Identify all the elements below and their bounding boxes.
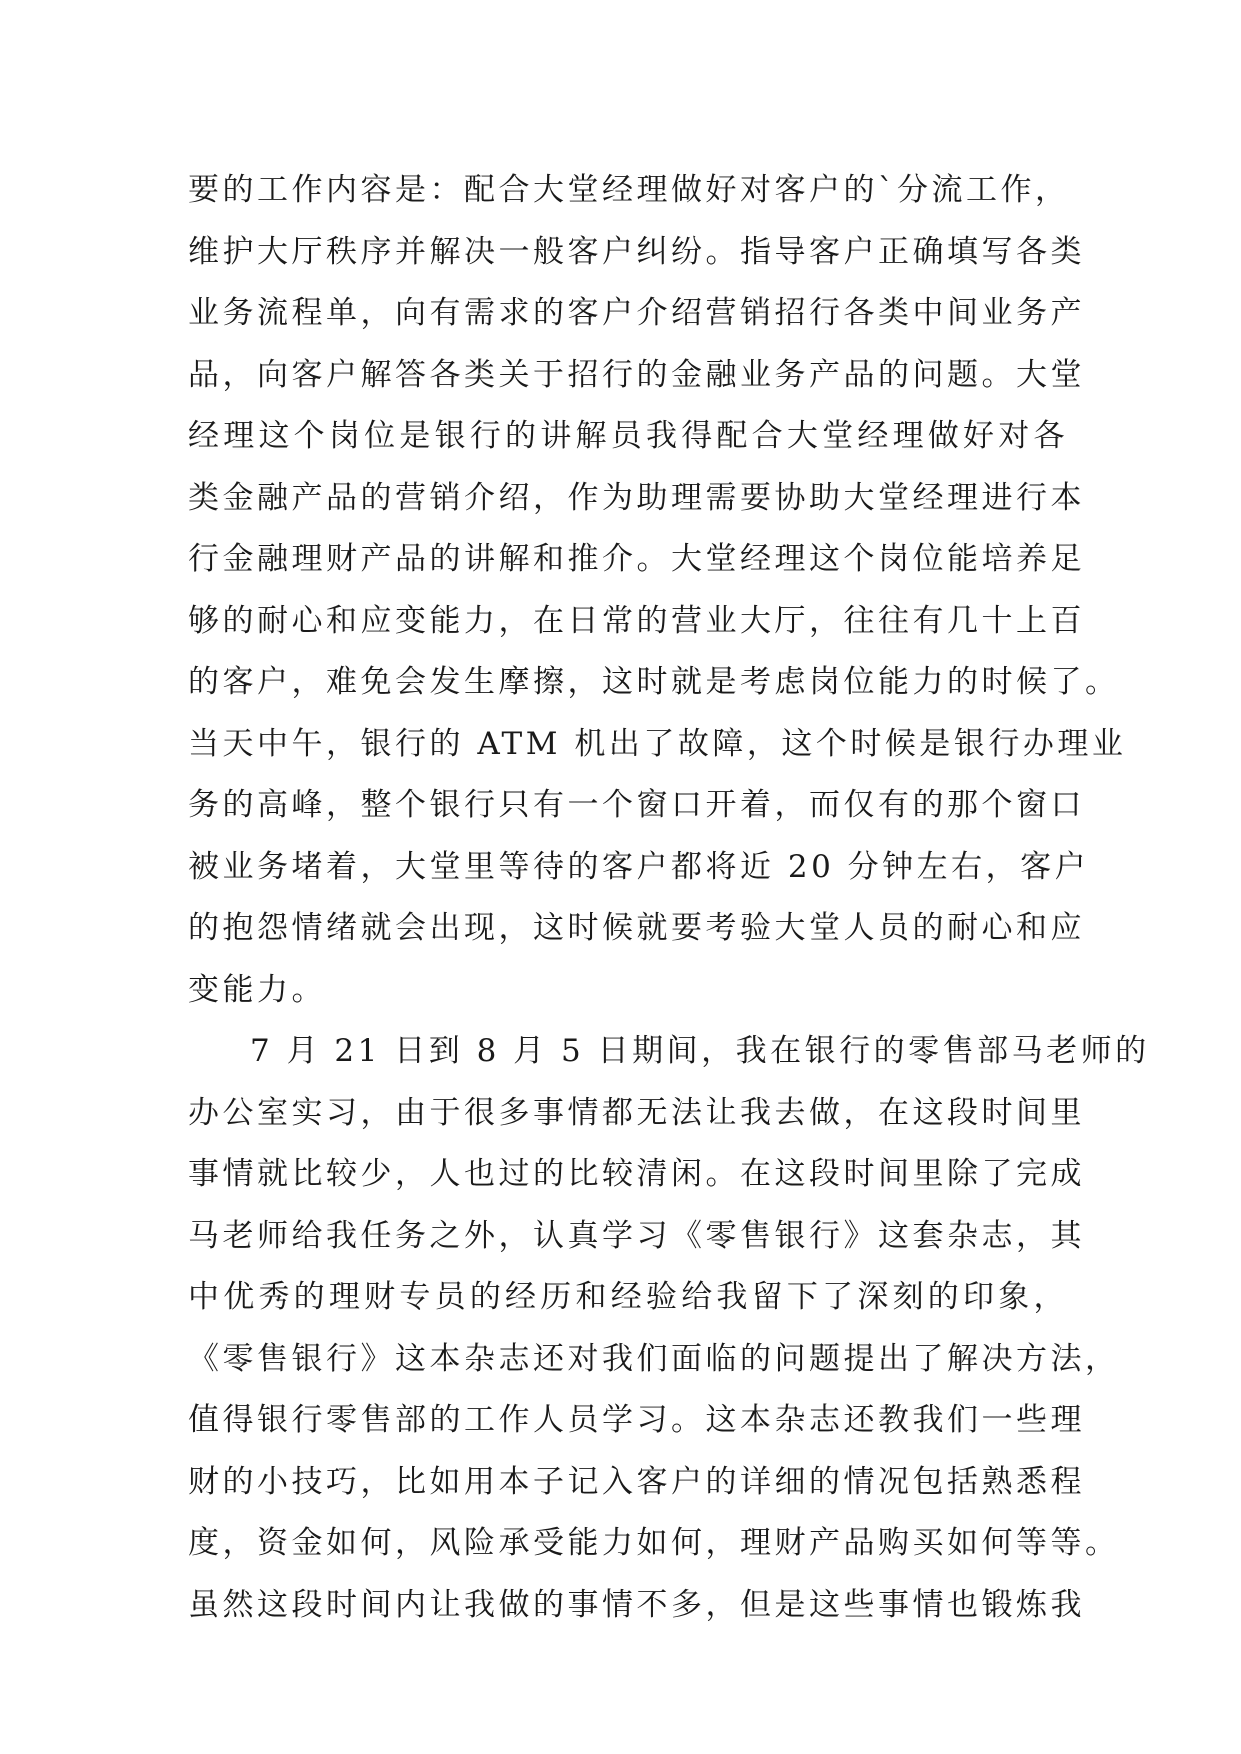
text-line: 财的小技巧，比如用本子记入客户的详细的情况包括熟悉程 (188, 1463, 1085, 1500)
text-line: 事情就比较少，人也过的比较清闲。在这段时间里除了完成 (188, 1156, 1085, 1192)
text-line: 的抱怨情绪就会出现，这时候就要考验大堂人员的耐心和应 (188, 910, 1085, 946)
text-line: 当天中午，银行的 ATM 机出了故障，这个时候是银行办理业 (188, 725, 1127, 762)
text-line: 务的高峰，整个银行只有一个窗口开着，而仅有的那个窗口 (188, 787, 1085, 823)
text-line: 行金融理财产品的讲解和推介。大堂经理这个岗位能培养足 (188, 541, 1085, 577)
text-line: 品，向客户解答各类关于招行的金融业务产品的问题。大堂 (188, 356, 1085, 393)
text-line: 的客户，难免会发生摩擦，这时就是考虑岗位能力的时候了。 (188, 664, 1120, 700)
text-line: 维护大厅秩序并解决一般客户纠纷。指导客户正确填写各类 (188, 233, 1085, 270)
text-line: 要的工作内容是：配合大堂经理做好对客户的`分流工作， (188, 172, 1070, 208)
text-line: 值得银行零售部的工作人员学习。这本杂志还教我们一些理 (188, 1402, 1085, 1438)
text-line: 马老师给我任务之外，认真学习《零售银行》这套杂志，其 (188, 1217, 1085, 1254)
document-body (188, 160, 1150, 1636)
text-line: 类金融产品的营销介绍，作为助理需要协助大堂经理进行本 (188, 479, 1085, 516)
text-line: 中优秀的理财专员的经历和经验给我留下了深刻的印象， (188, 1279, 1068, 1315)
text-line: 办公室实习，由于很多事情都无法让我去做，在这段时间里 (188, 1094, 1085, 1131)
text-line: 经理这个岗位是银行的讲解员我得配合大堂经理做好对各 (188, 418, 1068, 454)
text-line: 虽然这段时间内让我做的事情不多，但是这些事情也锻炼我 (188, 1586, 1085, 1623)
text-line: 够的耐心和应变能力，在日常的营业大厅，往往有几十上百 (188, 602, 1085, 639)
text-line: 变能力。 (188, 971, 326, 1008)
text-line: 业务流程单，向有需求的客户介绍营销招行各类中间业务产 (188, 295, 1085, 331)
text-line: 度，资金如何，风险承受能力如何，理财产品购买如何等等。 (188, 1525, 1120, 1561)
text-line: 7 月 21 日到 8 月 5 日期间，我在银行的零售部马老师的 (250, 1033, 1150, 1069)
text-line: 被业务堵着，大堂里等待的客户都将近 20 分钟左右，客户 (188, 848, 1090, 885)
text-line: 《零售银行》这本杂志还对我们面临的问题提出了解决方法， (188, 1340, 1120, 1377)
